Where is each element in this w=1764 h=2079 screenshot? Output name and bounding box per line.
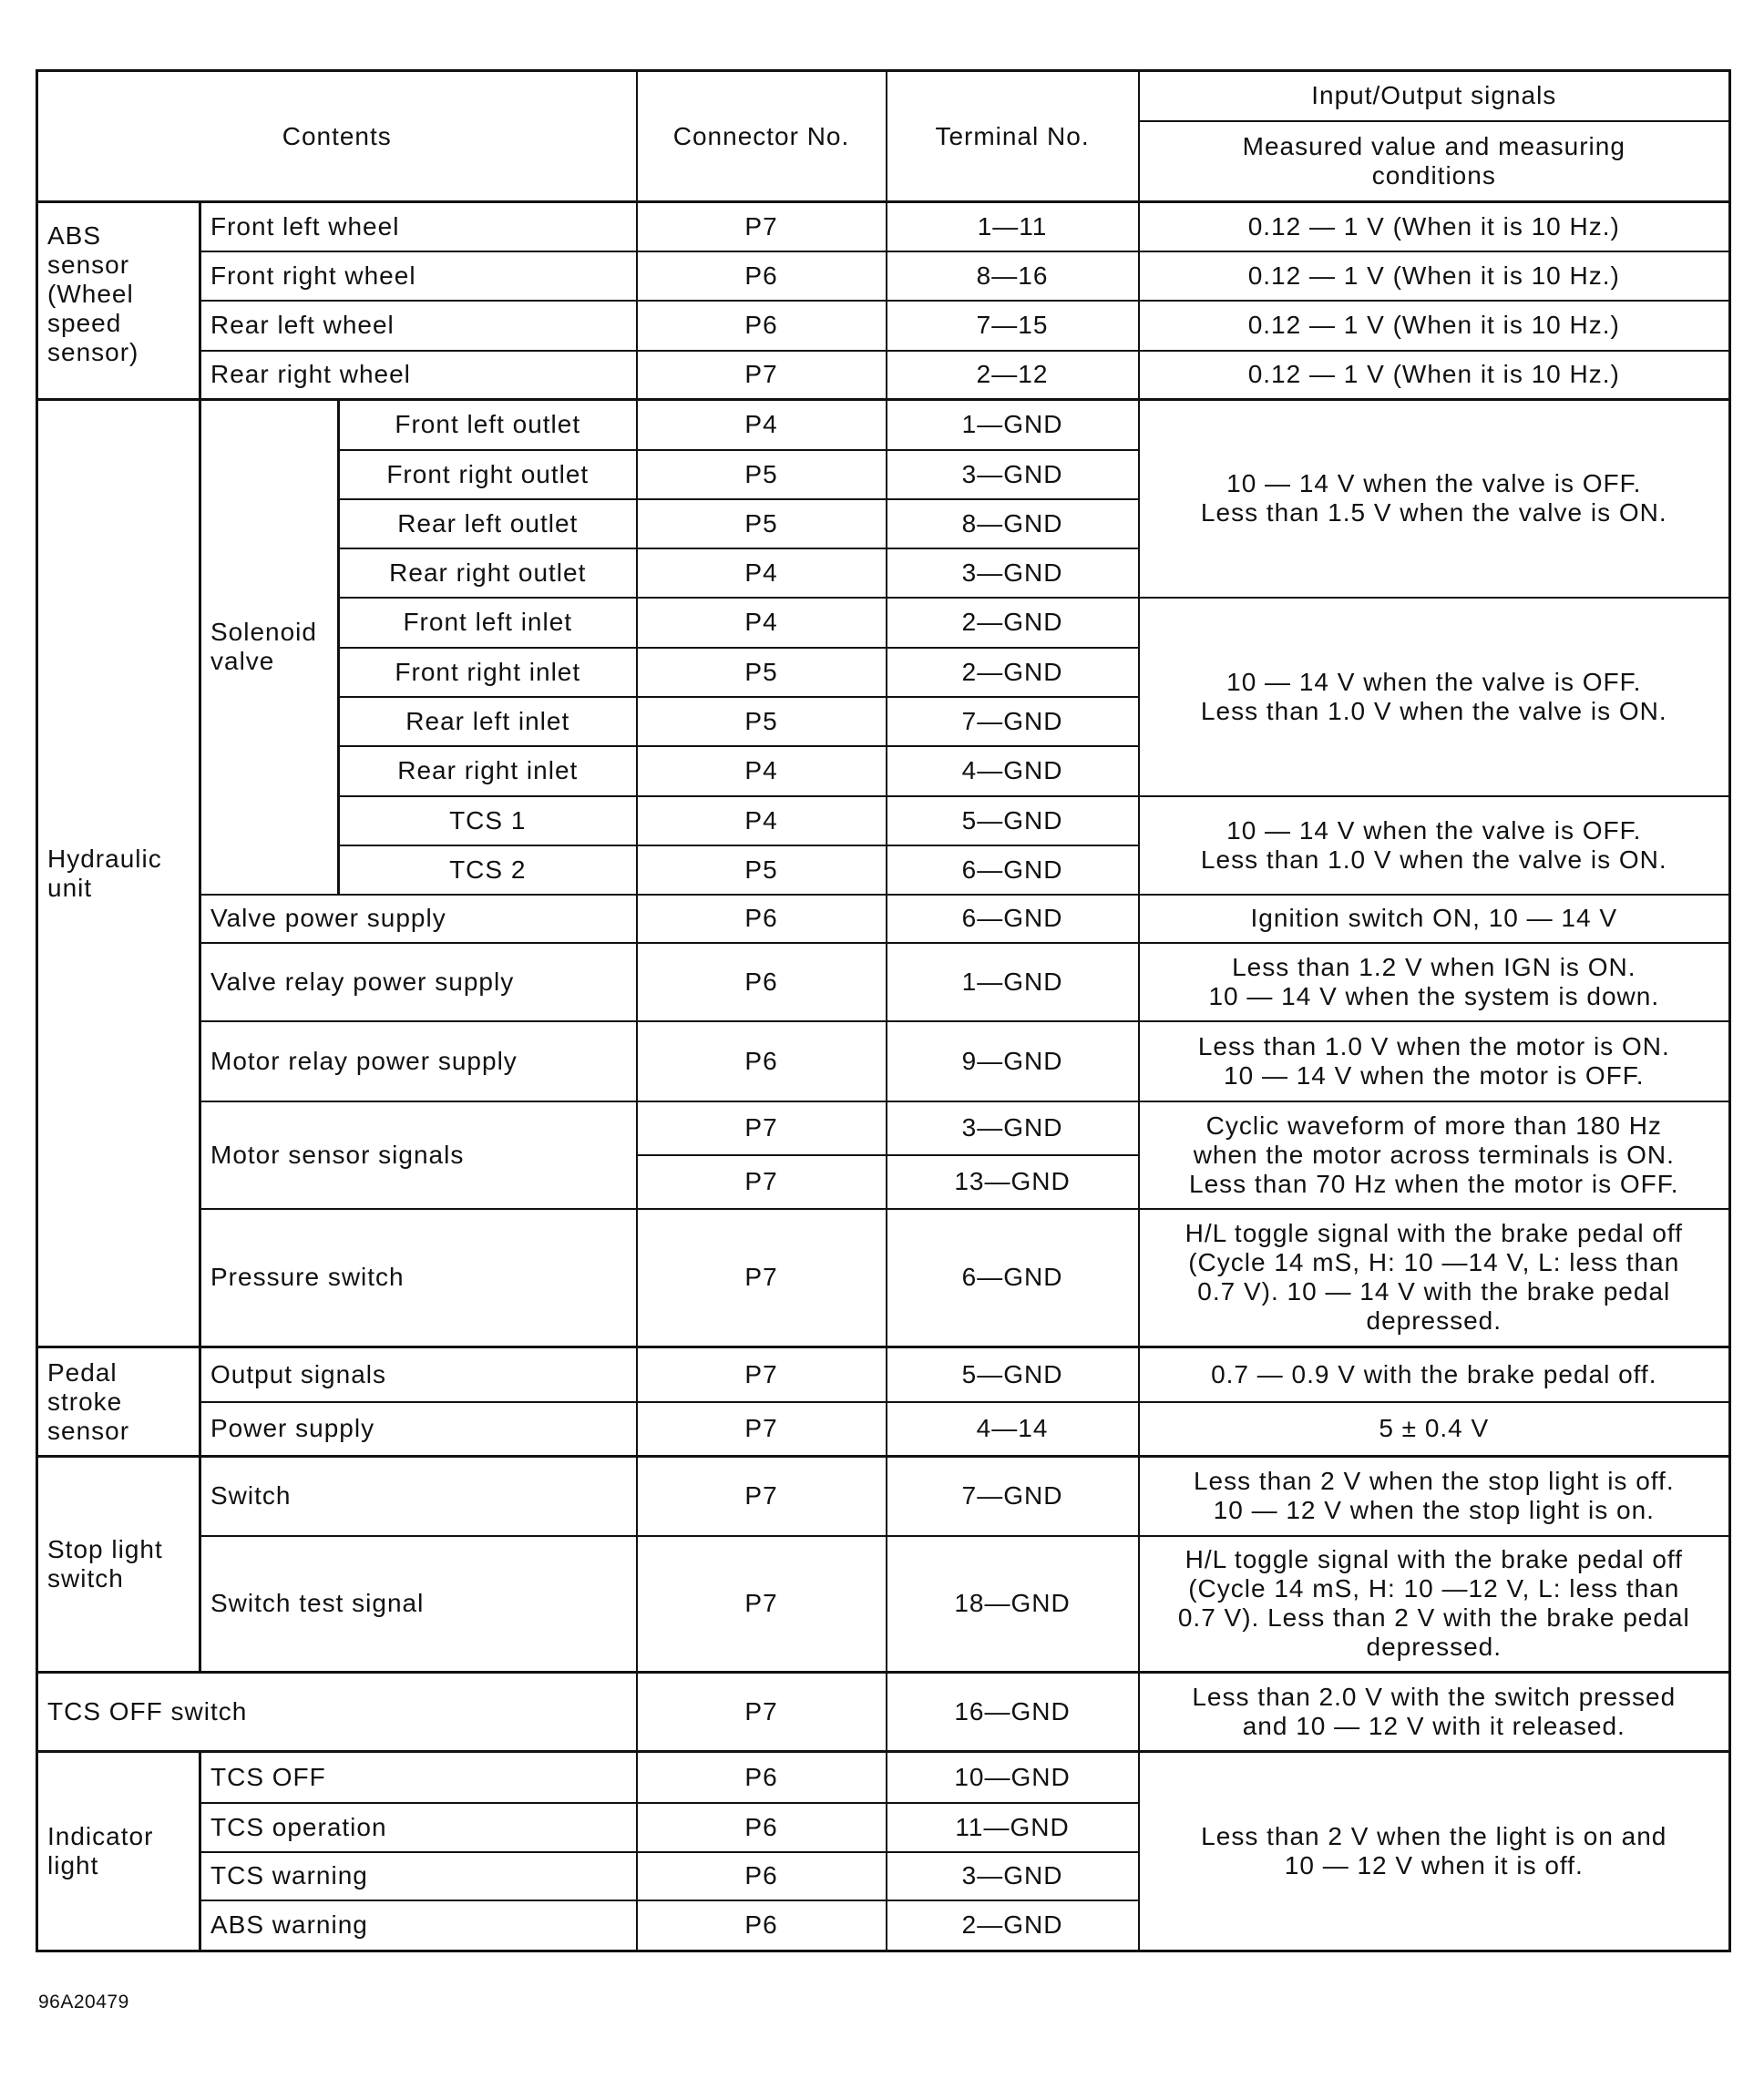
- terminal: 2—12: [887, 351, 1139, 400]
- terminal: 9—GND: [887, 1021, 1139, 1101]
- header-contents: Contents: [37, 71, 637, 202]
- connector: P4: [637, 548, 887, 598]
- connector: P7: [637, 202, 887, 251]
- connector: P6: [637, 251, 887, 301]
- value: 0.12 — 1 V (When it is 10 Hz.): [1139, 251, 1730, 301]
- value: Ignition switch ON, 10 — 14 V: [1139, 895, 1730, 943]
- terminal: 5—GND: [887, 796, 1139, 845]
- terminal: 6—GND: [887, 1209, 1139, 1347]
- group-stop-light-switch: Stop light switch: [37, 1457, 200, 1673]
- connector: P7: [637, 1536, 887, 1673]
- terminal: 13—GND: [887, 1155, 1139, 1209]
- value: Less than 2 V when the light is on and 10 — 12 V when it is off.: [1139, 1752, 1730, 1951]
- connector: P6: [637, 1852, 887, 1900]
- terminal: 8—16: [887, 251, 1139, 301]
- item-name: Motor sensor signals: [200, 1101, 637, 1209]
- value: 10 — 14 V when the valve is OFF. Less than 1.0 V when the valve is ON.: [1139, 796, 1730, 895]
- item-name: Front left outlet: [339, 400, 637, 450]
- terminal: 4—GND: [887, 746, 1139, 796]
- terminal: 11—GND: [887, 1803, 1139, 1852]
- item-name: Front left inlet: [339, 598, 637, 648]
- connector: P6: [637, 943, 887, 1021]
- header-connector: Connector No.: [637, 71, 887, 202]
- value: 0.12 — 1 V (When it is 10 Hz.): [1139, 351, 1730, 400]
- item-name: TCS 1: [339, 796, 637, 845]
- group-hydraulic-unit: Hydraulic unit: [37, 400, 200, 1347]
- figure-code: 96A20479: [38, 1992, 129, 2012]
- item-name: Front right wheel: [200, 251, 637, 301]
- item-name: Rear left wheel: [200, 301, 637, 351]
- terminal: 18—GND: [887, 1536, 1139, 1673]
- connector: P7: [637, 1673, 887, 1752]
- item-name: Rear right inlet: [339, 746, 637, 796]
- terminal: 1—GND: [887, 400, 1139, 450]
- connector: P6: [637, 895, 887, 943]
- terminal: 3—GND: [887, 450, 1139, 499]
- value: 0.7 — 0.9 V with the brake pedal off.: [1139, 1347, 1730, 1402]
- connector: P6: [637, 301, 887, 351]
- item-name: Rear left inlet: [339, 697, 637, 746]
- terminal: 10—GND: [887, 1752, 1139, 1803]
- group-indicator-light: Indicator light: [37, 1752, 200, 1951]
- item-name: Switch test signal: [200, 1536, 637, 1673]
- terminal: 7—GND: [887, 697, 1139, 746]
- item-name: Front right inlet: [339, 648, 637, 697]
- connector: P6: [637, 1900, 887, 1951]
- value: 0.12 — 1 V (When it is 10 Hz.): [1139, 301, 1730, 351]
- connector: P7: [637, 351, 887, 400]
- value: H/L toggle signal with the brake pedal off (Cycle 14 mS, H: 10 —14 V, L: less than 0.7 V). 10 — 14 V with the brake pedal depressed.: [1139, 1209, 1730, 1347]
- terminal: 5—GND: [887, 1347, 1139, 1402]
- connector: P4: [637, 796, 887, 845]
- group-pedal-stroke-sensor: Pedal stroke sensor: [37, 1347, 200, 1457]
- terminal: 6—GND: [887, 845, 1139, 895]
- connector: P4: [637, 598, 887, 648]
- terminal: 3—GND: [887, 1101, 1139, 1155]
- connector: P7: [637, 1101, 887, 1155]
- terminal: 2—GND: [887, 648, 1139, 697]
- item-name: TCS 2: [339, 845, 637, 895]
- terminal: 2—GND: [887, 1900, 1139, 1951]
- connector: P4: [637, 400, 887, 450]
- terminal: 7—15: [887, 301, 1139, 351]
- item-name: Motor relay power supply: [200, 1021, 637, 1101]
- value: 0.12 — 1 V (When it is 10 Hz.): [1139, 202, 1730, 251]
- value: 5 ± 0.4 V: [1139, 1402, 1730, 1457]
- item-name: TCS warning: [200, 1852, 637, 1900]
- connector: P7: [637, 1457, 887, 1536]
- item-name: Front left wheel: [200, 202, 637, 251]
- connector: P7: [637, 1402, 887, 1457]
- connector: P4: [637, 746, 887, 796]
- item-name: Power supply: [200, 1402, 637, 1457]
- item-name: Valve power supply: [200, 895, 637, 943]
- group-abs-sensor: ABS sensor (Wheel speed sensor): [37, 202, 200, 400]
- value: H/L toggle signal with the brake pedal off (Cycle 14 mS, H: 10 —12 V, L: less than 0.7 V). Less than 2 V with the brake pedal depressed.: [1139, 1536, 1730, 1673]
- value: 10 — 14 V when the valve is OFF. Less than 1.0 V when the valve is ON.: [1139, 598, 1730, 796]
- terminal: 4—14: [887, 1402, 1139, 1457]
- header-terminal: Terminal No.: [887, 71, 1139, 202]
- terminal: 2—GND: [887, 598, 1139, 648]
- connector: P5: [637, 845, 887, 895]
- connector: P5: [637, 499, 887, 548]
- terminal: 8—GND: [887, 499, 1139, 548]
- value: Less than 1.2 V when IGN is ON. 10 — 14 V when the system is down.: [1139, 943, 1730, 1021]
- item-name: Switch: [200, 1457, 637, 1536]
- connector: P6: [637, 1752, 887, 1803]
- item-name: Output signals: [200, 1347, 637, 1402]
- connector: P7: [637, 1155, 887, 1209]
- connector: P5: [637, 450, 887, 499]
- connector: P5: [637, 697, 887, 746]
- value: 10 — 14 V when the valve is OFF. Less than 1.5 V when the valve is ON.: [1139, 400, 1730, 598]
- item-name: TCS OFF switch: [37, 1673, 637, 1752]
- terminal: 3—GND: [887, 1852, 1139, 1900]
- terminal: 7—GND: [887, 1457, 1139, 1536]
- item-name: TCS operation: [200, 1803, 637, 1852]
- io-signal-table: [36, 69, 1731, 1952]
- item-name: Rear right wheel: [200, 351, 637, 400]
- connector: P5: [637, 648, 887, 697]
- item-name: Pressure switch: [200, 1209, 637, 1347]
- connector: P7: [637, 1209, 887, 1347]
- item-name: Rear left outlet: [339, 499, 637, 548]
- subgroup-solenoid-valve: Solenoid valve: [200, 400, 339, 895]
- terminal: 6—GND: [887, 895, 1139, 943]
- connector: P6: [637, 1021, 887, 1101]
- value: Less than 2.0 V with the switch pressed and 10 — 12 V with it released.: [1139, 1673, 1730, 1752]
- terminal: 16—GND: [887, 1673, 1139, 1752]
- item-name: ABS warning: [200, 1900, 637, 1951]
- terminal: 1—GND: [887, 943, 1139, 1021]
- connector: P7: [637, 1347, 887, 1402]
- terminal: 3—GND: [887, 548, 1139, 598]
- terminal: 1—11: [887, 202, 1139, 251]
- connector: P6: [637, 1803, 887, 1852]
- value: Less than 2 V when the stop light is off. 10 — 12 V when the stop light is on.: [1139, 1457, 1730, 1536]
- header-io: Input/Output signals: [1139, 71, 1730, 121]
- item-name: Valve relay power supply: [200, 943, 637, 1021]
- item-name: Rear right outlet: [339, 548, 637, 598]
- value: Cyclic waveform of more than 180 Hz when the motor across terminals is ON. Less than 70 Hz when the motor is OFF.: [1139, 1101, 1730, 1209]
- value: Less than 1.0 V when the motor is ON. 10 — 14 V when the motor is OFF.: [1139, 1021, 1730, 1101]
- header-measured: Measured value and measuring conditions: [1139, 121, 1730, 202]
- item-name: TCS OFF: [200, 1752, 637, 1803]
- item-name: Front right outlet: [339, 450, 637, 499]
